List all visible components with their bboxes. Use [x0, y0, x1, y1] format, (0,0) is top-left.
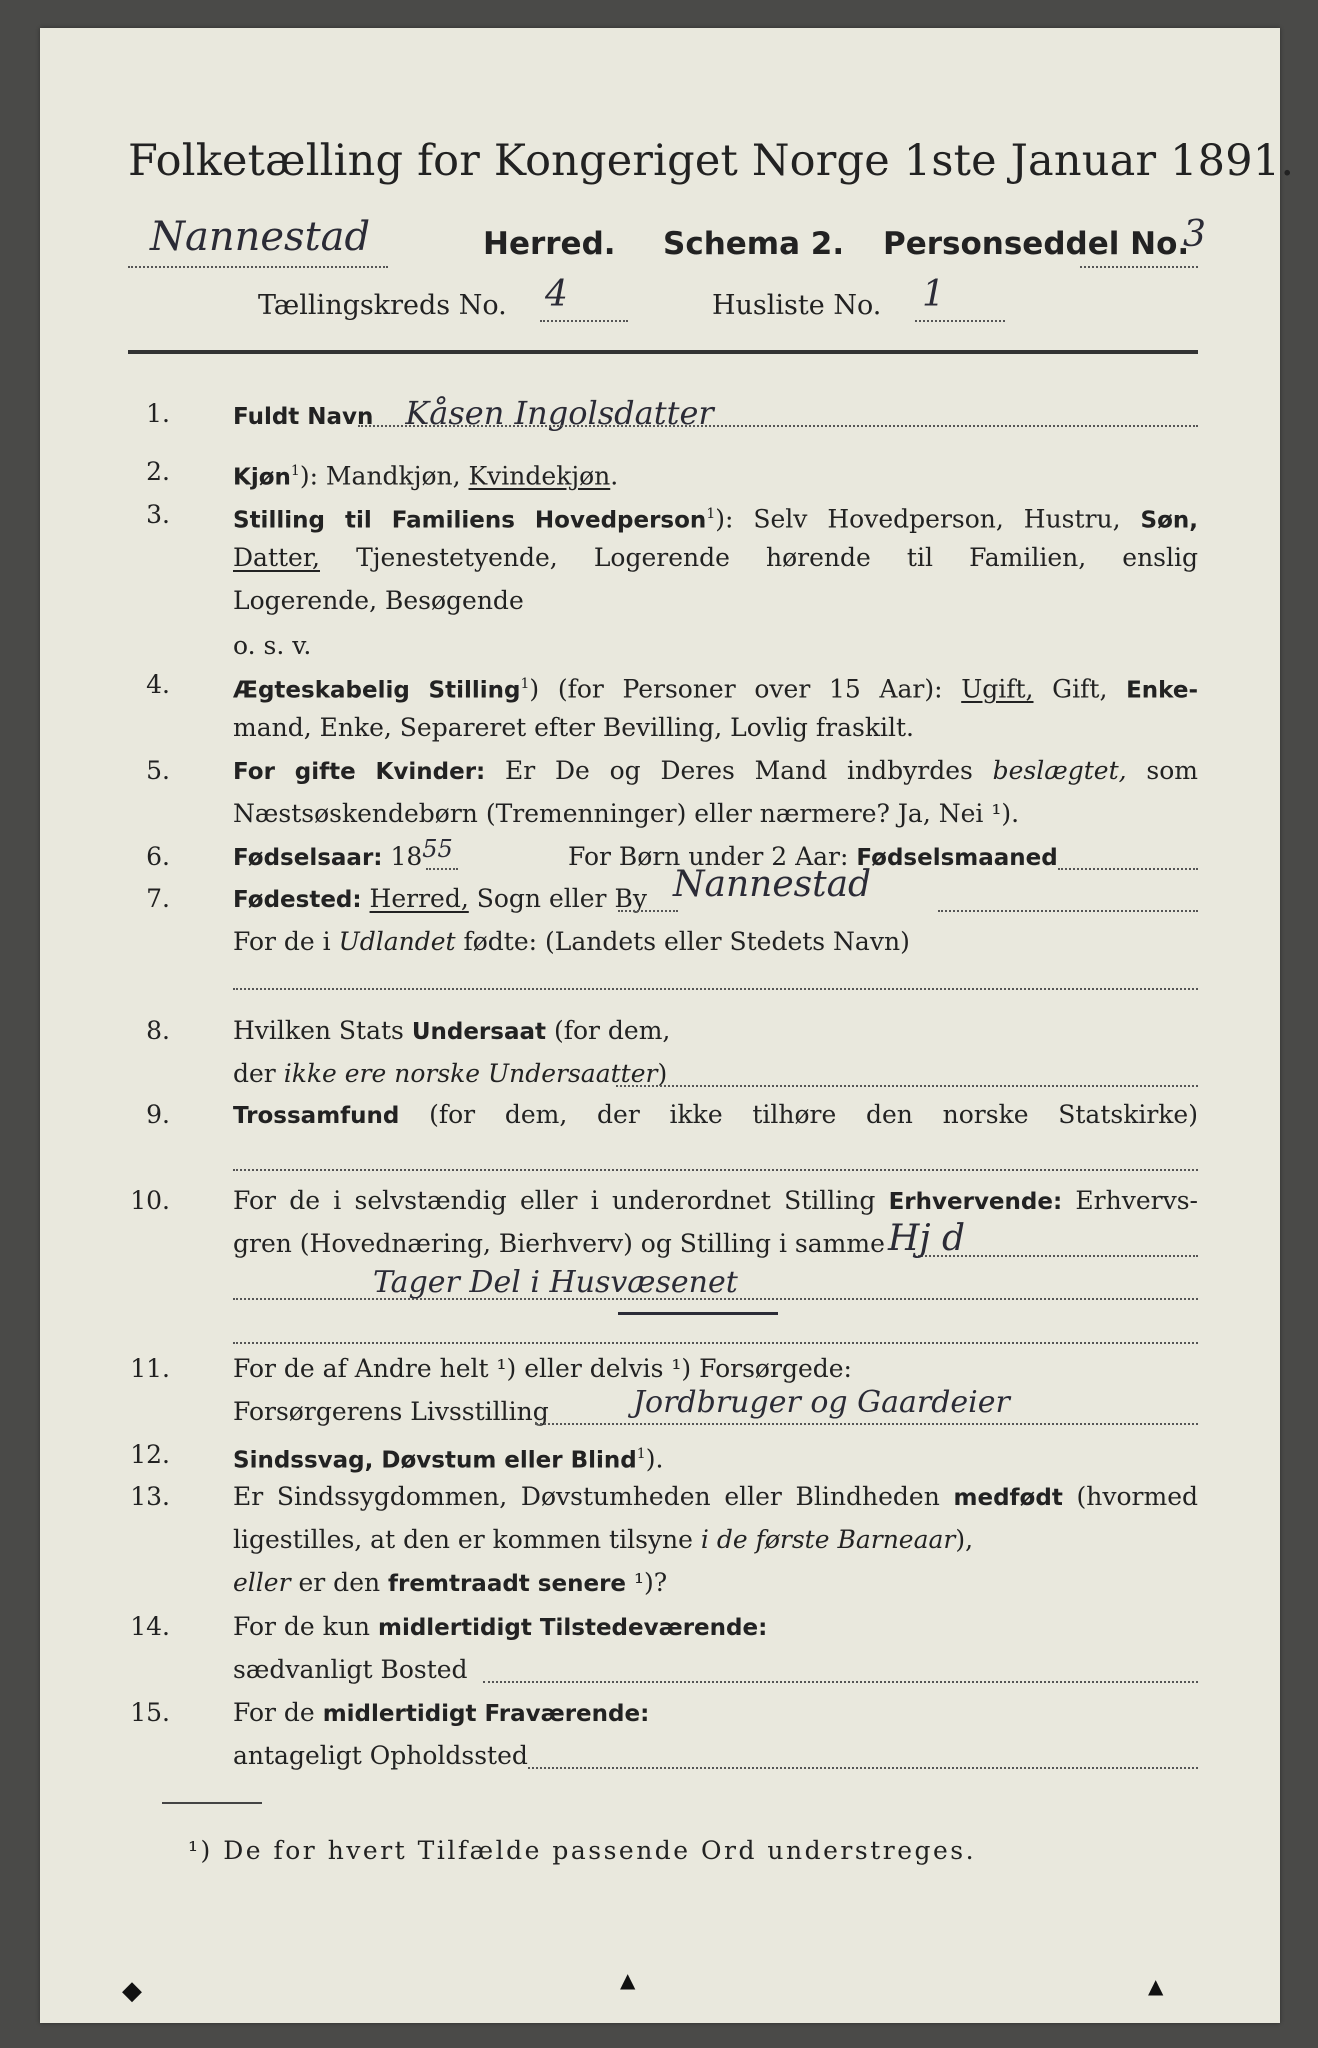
census-form-page: [40, 28, 1295, 2023]
item-birth-year: 6. Fødselsaar: 1855 For Børn under 2 Aar: Fødselsmaaned: [128, 836, 1198, 877]
occupation-value-2: Hj d: [888, 1218, 966, 1259]
personseddel-label: Personseddel No.: [883, 226, 1190, 262]
herred-label: Herred.: [483, 226, 616, 262]
marital-status-value: Ugift,: [961, 674, 1034, 704]
personseddel-value: 3: [1183, 214, 1206, 255]
footnote-rule: [162, 1802, 262, 1804]
item-temporarily-present: 14. For de kun midlertidigt Tilstedeværende: sædvanligt Bosted: [128, 1606, 1198, 1696]
taellingskreds-value: 4: [545, 274, 568, 315]
corner-mark-left: ◆: [122, 1976, 142, 2006]
footnote: ¹) De for hvert Tilfælde passende Ord understreges.: [188, 1836, 977, 1865]
item-supported: 11. For de af Andre helt ¹) eller delvis ¹) Forsørgede: Forsørgerens Livsstilling Jordbruger og Gaardeier: [128, 1348, 1198, 1438]
schema-label: Schema 2.: [663, 226, 845, 262]
header-rule: [128, 350, 1198, 354]
item-marital-status: 4. Ægteskabelig Stilling$^1$) (for Personer over 15 Aar): Ugift, Gift, Enke- mand, Enke, Separeret efter Bevilling, Lovlig fraskilt.: [146, 670, 1198, 742]
item-disability: 12. Sindssvag, Døvstum eller Blind$^1$).: [130, 1440, 664, 1474]
item-congenital: 13. Er Sindssygdommen, Døvstumheden eller Blindheden medfødt (hvormed ligestilles, at den er kommen tilsyne i de første Barneaar), eller er den fremtraadt senere ¹)?: [130, 1482, 1198, 1597]
item-temporarily-absent: 15. For de midlertidigt Fraværende: antageligt Opholdssted: [128, 1692, 1198, 1782]
gender-value: Kvindekjøn: [468, 461, 611, 491]
corner-mark-right: ▲: [1148, 1974, 1164, 1998]
item-religion: 9. Trossamfund (for dem, der ikke tilhøre den norske Statskirke): [128, 1094, 1198, 1184]
item-occupation: 10. For de i selvstændig eller i underordnet Stilling Erhvervende: Erhvervs- gren (Hovednæring, Bierhverv) og Stilling i samme Hj d Tager Del i Husvæsenet: [128, 1180, 1198, 1360]
item-married-women: 5. For gifte Kvinder: Er De og Deres Mand indbyrdes beslægtet, som Næstsøskendebørn (Tremenninger) eller nærmere? Ja, Nei ¹).: [146, 756, 1198, 828]
herred-value: Nannestad: [150, 214, 371, 260]
supporter-occupation-value: Jordbruger og Gaardeier: [633, 1385, 1010, 1420]
item-citizenship: 8. Hvilken Stats Undersaat (for dem, der ikke ere norske Undersaatter): [128, 1010, 1198, 1100]
birthplace-value: Nannestad: [673, 864, 872, 905]
birth-year-value: 55: [422, 835, 453, 863]
occupation-value: Tager Del i Husvæsenet: [373, 1265, 738, 1300]
item-family-position: 3. Stilling til Familiens Hovedperson$^1$): Selv Hovedperson, Hustru, Søn, Datter, Tjenestetyende, Logerende hørende til Familien, enslig Logerende, Besøgende o. s. v.: [146, 500, 1199, 660]
item-full-name: 1. Fuldt Navn Kåsen Ingolsdatter: [128, 393, 1198, 434]
full-name-label: Fuldt Navn: [233, 404, 374, 430]
item-birthplace: 7. Fødested: Herred, Sogn eller By Nannestad For de i Udlandet fødte: (Landets eller Stedets Navn): [128, 878, 1198, 1008]
husliste-label: Husliste No.: [712, 290, 882, 321]
page-title: Folketælling for Kongeriget Norge 1ste Januar 1891.: [128, 136, 1295, 186]
item-gender: 2. Kjøn$^1$): Mandkjøn, Kvindekjøn.: [146, 457, 619, 491]
corner-mark-center: ▲: [620, 1968, 636, 1992]
family-position-value: Datter,: [233, 543, 320, 572]
taellingskreds-label: Tællingskreds No.: [258, 290, 507, 321]
husliste-value: 1: [922, 274, 945, 315]
full-name-value: Kåsen Ingolsdatter: [405, 394, 714, 432]
